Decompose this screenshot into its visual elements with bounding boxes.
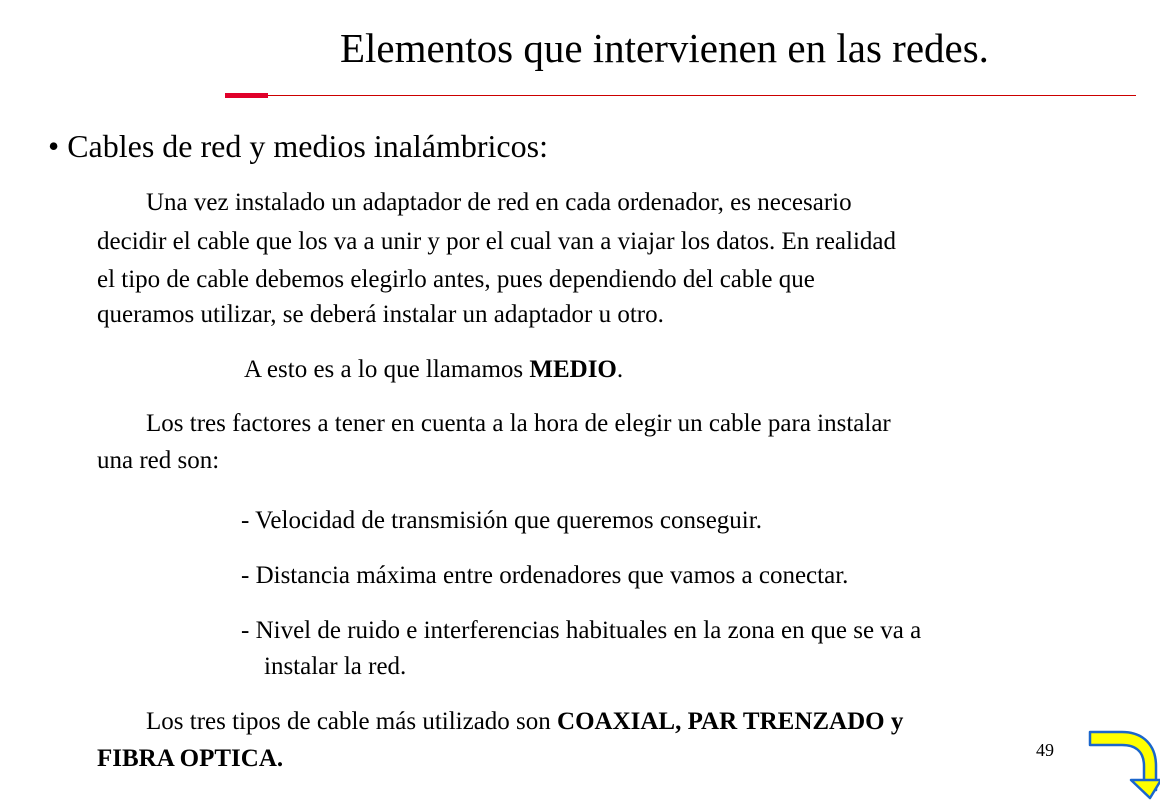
para2-line2: una red son: [97,447,220,474]
para1-line2: decidir el cable que los va a unir y por el cual van a viajar los datos. En realidad [97,228,896,255]
para3-line1 [146,703,903,740]
para3-prefix: Los tres tipos de cable más utilizado son [146,708,558,735]
bullet-heading: • Cables de red y medios inalámbricos: [48,128,548,164]
medio-line [244,351,623,388]
factor-distance: - Distancia máxima entre ordenadores que vamos a conectar. [241,562,849,589]
medio-suffix: . [616,356,624,383]
para1-line4: queramos utilizar, se deberá instalar un adaptador u otro. [97,301,664,328]
para2-line1: Los tres factores a tener en cuenta a la hora de elegir un cable para instalar [146,410,891,437]
cable-types: COAXIAL, PAR TRENZADO y [557,708,904,735]
para1-line3: el tipo de cable debemos elegirlo antes, pues dependiendo del cable que [97,266,815,293]
para3-line2: FIBRA OPTICA. [97,745,284,772]
factor-noise-line1: - Nivel de ruido e interferencias habituales en la zona en que se va a [241,617,922,644]
return-arrow-icon[interactable] [1086,724,1160,800]
factor-speed: - Velocidad de transmisión que queremos conseguir. [241,507,762,534]
factor-noise-line2: instalar la red. [264,653,407,680]
title-rule-line [268,95,1136,96]
medio-term: MEDIO [529,356,617,383]
medio-prefix: A esto es a lo que llamamos [244,356,530,383]
page-number: 49 [1036,740,1054,760]
slide-title: Elementos que intervienen en las redes. [340,25,989,71]
para1-line1: Una vez instalado un adaptador de red en cada ordenador, es necesario [146,189,852,216]
title-rule-accent [225,93,268,98]
